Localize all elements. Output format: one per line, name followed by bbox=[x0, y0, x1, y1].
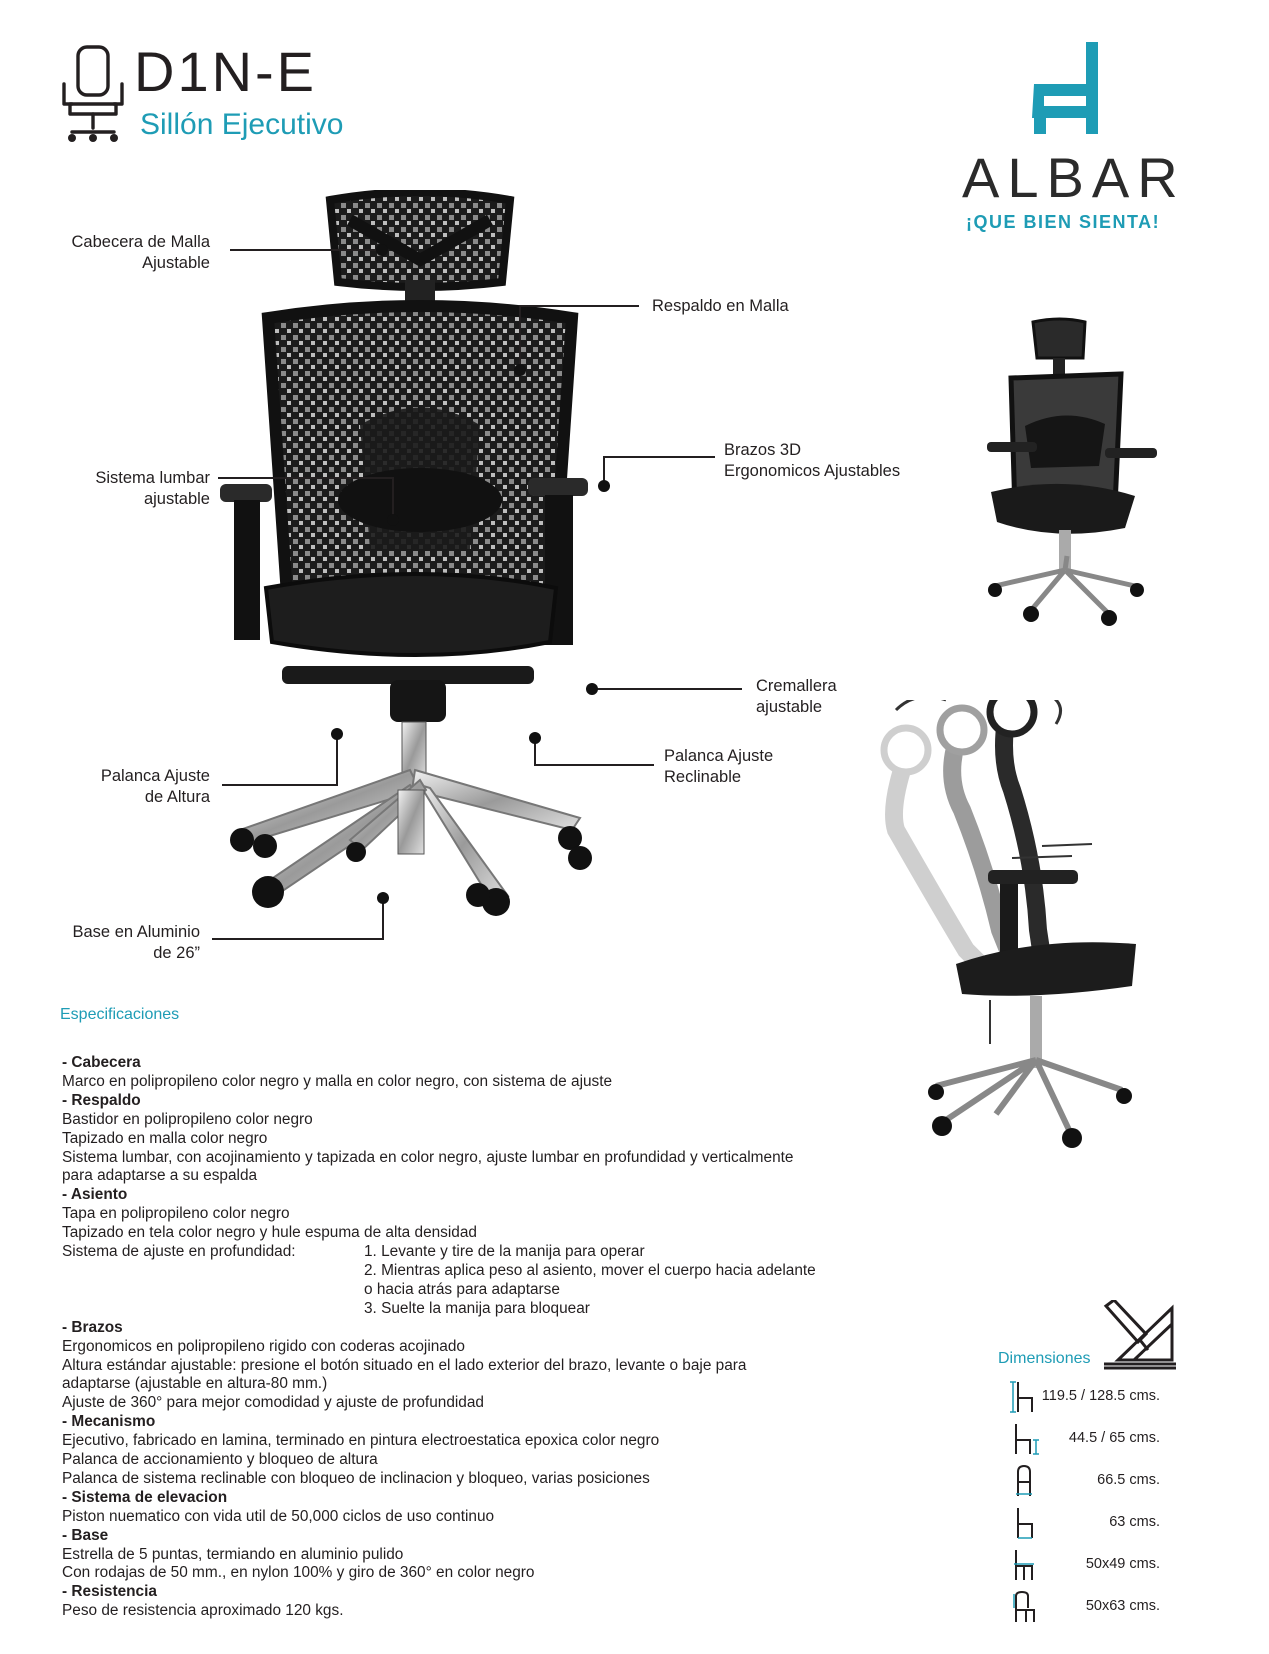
spec-line: Palanca de sistema reclinable con bloqueo de inclinacion y bloqueo, varias posiciones bbox=[62, 1469, 650, 1487]
spec-line: Bastidor en polipropileno color negro bbox=[62, 1110, 313, 1128]
dimension-value: 63 cms. bbox=[1109, 1514, 1160, 1530]
depth-step: 1. Levante y tire de la manija para operar bbox=[364, 1243, 645, 1261]
depth-adjust-label: Sistema de ajuste en profundidad: bbox=[62, 1243, 296, 1261]
spec-heading-cabecera: - Cabecera bbox=[62, 1054, 141, 1071]
brand-name: ALBAR bbox=[962, 146, 1186, 209]
spec-heading-resistencia: - Resistencia bbox=[62, 1583, 157, 1601]
spec-heading-brazos: - Brazos bbox=[62, 1318, 123, 1336]
marker-base bbox=[377, 892, 389, 904]
spec-heading-asiento: - Asiento bbox=[62, 1186, 128, 1204]
dimension-row-depth bbox=[1010, 1506, 1160, 1540]
leader-respaldo-h bbox=[519, 305, 639, 307]
marker-reclinable bbox=[529, 732, 541, 744]
spec-line: Marco en polipropileno color negro y malla en color negro, con sistema de ajuste bbox=[62, 1072, 613, 1090]
depth-step: 3. Suelte la manija para bloquear bbox=[364, 1299, 590, 1317]
leader-base-h bbox=[212, 938, 384, 940]
spec-heading-elevacion: - Sistema de elevacion bbox=[62, 1488, 228, 1506]
spec-line: Tapizado en malla color negro bbox=[62, 1129, 268, 1147]
leader-reclinable-h bbox=[534, 764, 654, 766]
spec-line: Tapizado en tela color negro y hule espuma de alta densidad bbox=[62, 1224, 477, 1242]
seat-size-icon bbox=[1010, 1548, 1042, 1582]
marker-respaldo bbox=[514, 364, 526, 376]
spec-line: Altura estándar ajustable: presione el botón situado en el lado exterior del brazo, levante o baje para bbox=[62, 1356, 747, 1374]
spec-heading-respaldo: - Respaldo bbox=[62, 1091, 141, 1109]
dimension-row-width bbox=[1010, 1464, 1160, 1498]
dimension-value: 50x49 cms. bbox=[1085, 1556, 1160, 1572]
depth-adjust-block bbox=[62, 1243, 848, 1319]
spec-line: adaptarse (ajustable en altura-80 mm.) bbox=[62, 1375, 328, 1393]
marker-cabecera bbox=[376, 244, 388, 256]
dimension-row-backrest-size bbox=[1010, 1590, 1160, 1624]
spec-line: Palanca de accionamiento y bloqueo de altura bbox=[62, 1451, 378, 1469]
callout-cabecera: Cabecera de Malla Ajustable bbox=[71, 233, 210, 272]
spec-line: Tapa en polipropileno color negro bbox=[62, 1205, 290, 1223]
callout-cremallera: Cremallera ajustable bbox=[756, 677, 837, 716]
leader-brazos-h bbox=[603, 456, 715, 458]
dimension-row-seat-size bbox=[1010, 1548, 1160, 1582]
leader-cremallera bbox=[592, 688, 742, 690]
spec-line: Ejecutivo, fabricado en lamina, terminado en pintura electroestatica epoxica color negro bbox=[62, 1432, 660, 1450]
leader-base-v bbox=[382, 898, 384, 940]
brand-tagline: ¡QUE BIEN SIENTA! bbox=[966, 212, 1161, 232]
marker-lumbar bbox=[387, 514, 399, 526]
recline-demo-image bbox=[866, 700, 1226, 1212]
depth-step: o hacia atrás para adaptarse bbox=[364, 1280, 560, 1298]
callout-altura: Palanca Ajuste de Altura bbox=[100, 767, 210, 806]
main-chair-image bbox=[220, 190, 640, 970]
width-icon bbox=[1010, 1464, 1042, 1498]
leader-altura-v bbox=[336, 734, 338, 786]
callout-reclinable: Palanca Ajuste Reclinable bbox=[664, 747, 774, 786]
ruler-square-pencil-icon bbox=[1100, 1300, 1180, 1372]
callout-lumbar: Sistema lumbar ajustable bbox=[95, 469, 210, 508]
spec-line: Ergonomicos en polipropileno rigido con coderas acojinado bbox=[62, 1337, 465, 1355]
leader-respaldo-v bbox=[519, 305, 521, 367]
dimension-value: 119.5 / 128.5 cms. bbox=[1041, 1388, 1160, 1404]
leader-cabecera bbox=[230, 249, 380, 251]
depth-step: 2. Mientras aplica peso al asiento, mover el cuerpo hacia adelante bbox=[364, 1261, 816, 1279]
spec-line: Sistema lumbar, con acojinamiento y tapizada en color negro, ajuste lumbar en profundidad y verticalmente bbox=[62, 1148, 794, 1166]
specs-body bbox=[62, 1054, 848, 1621]
dimension-row-seat-height bbox=[1010, 1422, 1160, 1456]
marker-cremallera bbox=[586, 683, 598, 695]
dimensions-title: Dimensiones bbox=[998, 1350, 1091, 1367]
spec-line: Peso de resistencia aproximado 120 kgs. bbox=[62, 1602, 344, 1620]
depth-icon bbox=[1010, 1506, 1042, 1540]
leader-lumbar-v bbox=[392, 477, 394, 517]
spec-heading-mecanismo: - Mecanismo bbox=[62, 1413, 156, 1431]
depth-adjust-steps bbox=[364, 1243, 816, 1319]
spec-line: Ajuste de 360° para mejor comodidad y ajuste de profundidad bbox=[62, 1394, 484, 1412]
spec-line: Estrella de 5 puntas, termiando en aluminio pulido bbox=[62, 1545, 404, 1563]
backrest-size-icon bbox=[1010, 1590, 1042, 1624]
dimension-row-total-height bbox=[1010, 1380, 1160, 1414]
product-subtitle: Sillón Ejecutivo bbox=[140, 108, 344, 141]
marker-brazos bbox=[598, 480, 610, 492]
spec-line: Con rodajas de 50 mm., en nylon 100% y giro de 360° en color negro bbox=[62, 1564, 535, 1582]
marker-altura bbox=[331, 728, 343, 740]
total-height-icon bbox=[1010, 1380, 1042, 1414]
leader-lumbar-h bbox=[218, 477, 392, 479]
side-chair-image bbox=[985, 316, 1160, 631]
dimension-value: 50x63 cms. bbox=[1085, 1598, 1160, 1614]
callout-respaldo: Respaldo en Malla bbox=[652, 297, 789, 315]
spec-line: para adaptarse a su espalda bbox=[62, 1167, 258, 1185]
callout-brazos: Brazos 3D Ergonomicos Ajustables bbox=[724, 441, 901, 480]
office-chair-icon bbox=[60, 44, 126, 144]
albar-logo-icon bbox=[1030, 42, 1112, 138]
specs-title: Especificaciones bbox=[60, 1006, 180, 1023]
callout-base: Base en Aluminio de 26” bbox=[72, 923, 200, 962]
leader-altura-h bbox=[222, 784, 338, 786]
dimension-value: 44.5 / 65 cms. bbox=[1068, 1430, 1160, 1446]
spec-line: Piston nuematico con vida util de 50,000 ciclos de uso continuo bbox=[62, 1507, 495, 1525]
model-title: D1N-E bbox=[134, 40, 318, 103]
dimension-value: 66.5 cms. bbox=[1097, 1472, 1160, 1488]
spec-heading-base: - Base bbox=[62, 1526, 109, 1544]
seat-height-icon bbox=[1010, 1422, 1042, 1456]
